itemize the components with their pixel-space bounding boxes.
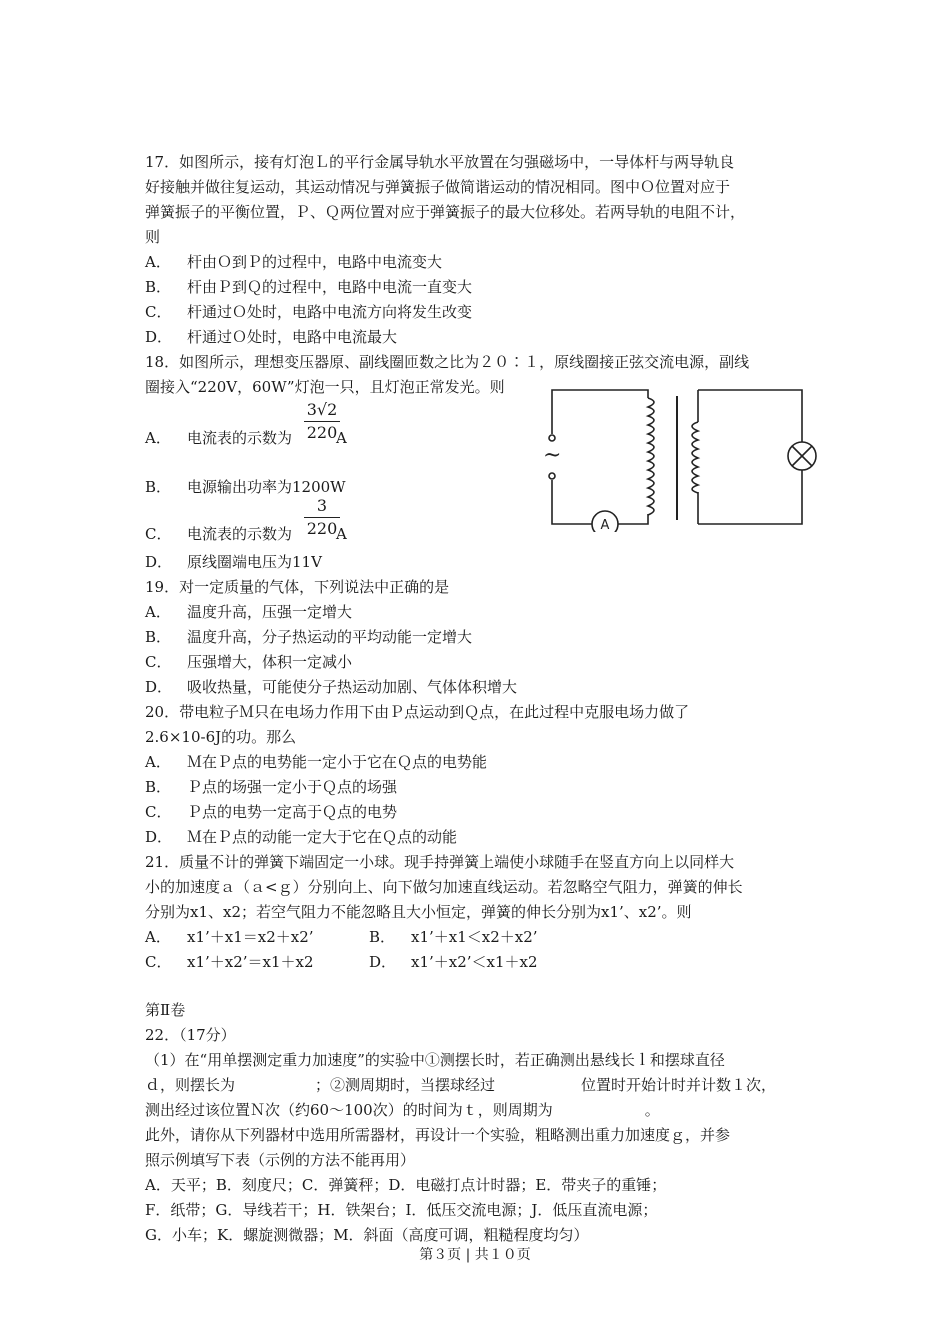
q22-line-2-part-c: 位置时开始计时并计数１次， — [581, 1076, 777, 1094]
option-letter: A． — [145, 429, 171, 447]
option-text: x1’＋x1＜x2＋x2’ — [411, 928, 538, 946]
q18-stem-line-1: 18．如图所示，理想变压器原、副线圈匝数之比为２０∶１，原线圈接正弦交流电源，副线 — [145, 353, 750, 371]
transformer-circuit-diagram — [540, 382, 842, 532]
q17-stem-line-1: 17．如图所示，接有灯泡Ｌ的平行金属导轨水平放置在匀强磁场中，一导体杆与两导轨良 — [145, 153, 735, 171]
q20-option-a — [145, 752, 487, 772]
option-text: 温度升高，压强一定增大 — [187, 603, 353, 621]
q20-stem-line-2: 2.6×10-6J的功。那么 — [145, 728, 297, 746]
option-letter: A． — [145, 753, 171, 771]
option-letter: D． — [145, 328, 173, 346]
fraction-denominator: 220 — [306, 423, 338, 442]
secondary-coil — [692, 422, 698, 493]
ammeter-label: A — [600, 518, 610, 532]
q17-option-d — [145, 327, 397, 347]
fraction-bar — [304, 421, 340, 422]
secondary-top-wire — [698, 390, 802, 442]
source-terminal-bottom — [549, 473, 555, 479]
option-letter: B． — [145, 628, 172, 646]
fraction-bar — [304, 517, 340, 518]
q17-option-b — [145, 277, 472, 297]
q22-line-2 — [145, 1075, 776, 1095]
q17-option-c — [145, 302, 472, 322]
primary-coil — [648, 398, 654, 515]
unit: A — [336, 429, 347, 447]
primary-bottom-wire-left — [552, 480, 592, 524]
option-text: Ｐ点的场强一定小于Ｑ点的场强 — [187, 778, 398, 796]
part2-title: 第Ⅱ卷 — [145, 1001, 186, 1019]
q19-option-a — [145, 602, 352, 622]
equipment-list-line-3: G．小车；K．螺旋测微器；M．斜面（高度可调，粗糙程度均匀） — [145, 1226, 589, 1244]
q17-stem-line-3: 弹簧振子的平衡位置，Ｐ、Ｑ两位置对应于弹簧振子的最大位移处。若两导轨的电阻不计， — [145, 203, 746, 221]
q22-line-3 — [145, 1100, 660, 1120]
option-letter: D． — [145, 678, 173, 696]
equipment-list-line-2: F．纸带；G．导线若干；H．铁架台；I．低压交流电源；J．低压直流电源； — [145, 1201, 658, 1219]
q17-stem-line-2: 好接触并做往复运动，其运动情况与弹簧振子做简谐运动的情况相同。图中Ｏ位置对应于 — [145, 178, 731, 196]
option-text: 压强增大，体积一定减小 — [187, 653, 353, 671]
q21-stem-line-2: 小的加速度ａ（ａ<ｇ）分别向上、向下做匀加速直线运动。若忽略空气阻力，弹簧的伸长 — [145, 878, 743, 896]
q20-option-d — [145, 827, 457, 847]
option-text: x1’＋x1＝x2＋x2’ — [187, 928, 314, 946]
option-text: Ｍ在Ｐ点的电势能一定小于它在Ｑ点的电势能 — [187, 753, 488, 771]
option-text: x1’＋x2’＝x1＋x2 — [187, 953, 314, 971]
q22-line-2-part-b: ；②测周期时，当摆球经过 — [315, 1076, 496, 1094]
option-text: 温度升高，分子热运动的平均动能一定增大 — [187, 628, 473, 646]
option-letter: D． — [369, 953, 397, 971]
q22-line-3-part-b: 。 — [644, 1101, 660, 1119]
option-text: x1’＋x2’＜x1＋x2 — [411, 953, 538, 971]
q19-option-b — [145, 627, 472, 647]
q22-line-2-part-a: ｄ，则摆长为 — [145, 1076, 236, 1094]
option-text: 吸收热量，可能使分子热运动加剧、气体体积增大 — [187, 678, 518, 696]
q17-option-a — [145, 252, 442, 272]
option-letter: C． — [145, 653, 172, 671]
q18-option-b — [145, 477, 346, 497]
page-footer: 第３页 | 共１０页 — [419, 1247, 531, 1263]
secondary-bottom-wire — [698, 470, 802, 524]
option-letter: B． — [145, 278, 172, 296]
ac-source-symbol: ~ — [543, 443, 562, 468]
fraction-numerator: 3√2 — [306, 400, 338, 419]
q22-line-1: （1）在“用单摆测定重力加速度”的实验中①测摆长时，若正确测出悬线长ｌ和摆球直径 — [145, 1051, 725, 1069]
source-terminal-top — [549, 435, 555, 441]
q19-stem: 19．对一定质量的气体，下列说法中正确的是 — [145, 578, 450, 596]
option-letter: B． — [145, 478, 172, 496]
q22-line-3-part-a: 测出经过该位置Ｎ次（约60～100次）的时间为ｔ，则周期为 — [145, 1101, 553, 1119]
fraction-3root2-over-220 — [304, 400, 340, 443]
option-letter: D． — [145, 828, 173, 846]
q18-stem-line-2: 圈接入“220V，60W”灯泡一只，且灯泡正常发光。则 — [145, 378, 505, 396]
q22-heading: 22．（17分） — [145, 1026, 236, 1044]
q21-options-row-2 — [145, 952, 538, 972]
q21-options-row-1 — [145, 927, 538, 947]
option-text: 原线圈端电压为11V — [187, 553, 322, 571]
option-text: 杆由Ｏ到Ｐ的过程中，电路中电流变大 — [187, 253, 443, 271]
option-letter: B． — [145, 778, 172, 796]
option-letter: D． — [145, 553, 173, 571]
option-letter: C． — [145, 303, 172, 321]
option-letter: C． — [145, 953, 172, 971]
equipment-list-line-1: A．天平；B．刻度尺；C．弹簧秤；D．电磁打点计时器；E．带夹子的重锤； — [145, 1176, 667, 1194]
q18-option-d — [145, 552, 322, 572]
option-letter: C． — [145, 803, 172, 821]
q20-stem-line-1: 20．带电粒子Ｍ只在电场力作用下由Ｐ点运动到Ｑ点，在此过程中克服电场力做了 — [145, 703, 690, 721]
option-letter: A． — [145, 253, 171, 271]
unit: A — [336, 525, 347, 543]
q21-stem-line-1: 21．质量不计的弹簧下端固定一小球。现手持弹簧上端使小球随手在竖直方向上以同样大 — [145, 853, 735, 871]
fraction-3-over-220 — [304, 496, 340, 539]
option-text: Ｍ在Ｐ点的动能一定大于它在Ｑ点的动能 — [187, 828, 458, 846]
q22-line-5: 照示例填写下表（示例的方法不能再用） — [145, 1151, 416, 1169]
option-text: 电流表的示数为 — [187, 429, 293, 447]
option-letter: B． — [369, 928, 396, 946]
option-letter: C． — [145, 525, 172, 543]
primary-top-wire — [552, 390, 648, 434]
option-text: Ｐ点的电势一定高于Ｑ点的电势 — [187, 803, 398, 821]
option-text: 杆由Ｐ到Ｑ的过程中，电路中电流一直变大 — [187, 278, 473, 296]
option-letter: A． — [145, 603, 171, 621]
primary-bottom-wire-right — [618, 514, 648, 524]
option-text: 电源输出功率为1200W — [187, 478, 346, 496]
fraction-denominator: 220 — [306, 519, 338, 538]
fraction-numerator: 3 — [316, 496, 328, 515]
option-text: 杆通过Ｏ处时，电路中电流方向将发生改变 — [187, 303, 473, 321]
q17-stem-line-4: 则 — [145, 228, 161, 246]
q19-option-d — [145, 677, 517, 697]
q22-line-4: 此外，请你从下列器材中选用所需器材，再设计一个实验，粗略测出重力加速度ｇ，并参 — [145, 1126, 731, 1144]
option-text: 杆通过Ｏ处时，电路中电流最大 — [187, 328, 398, 346]
option-text: 电流表的示数为 — [187, 525, 293, 543]
q21-stem-line-3: 分别为x1、x2；若空气阻力不能忽略且大小恒定，弹簧的伸长分别为x1’、x2’。则 — [145, 903, 692, 921]
option-letter: A． — [145, 928, 171, 946]
q19-option-c — [145, 652, 352, 672]
q20-option-b — [145, 777, 397, 797]
q20-option-c — [145, 802, 397, 822]
